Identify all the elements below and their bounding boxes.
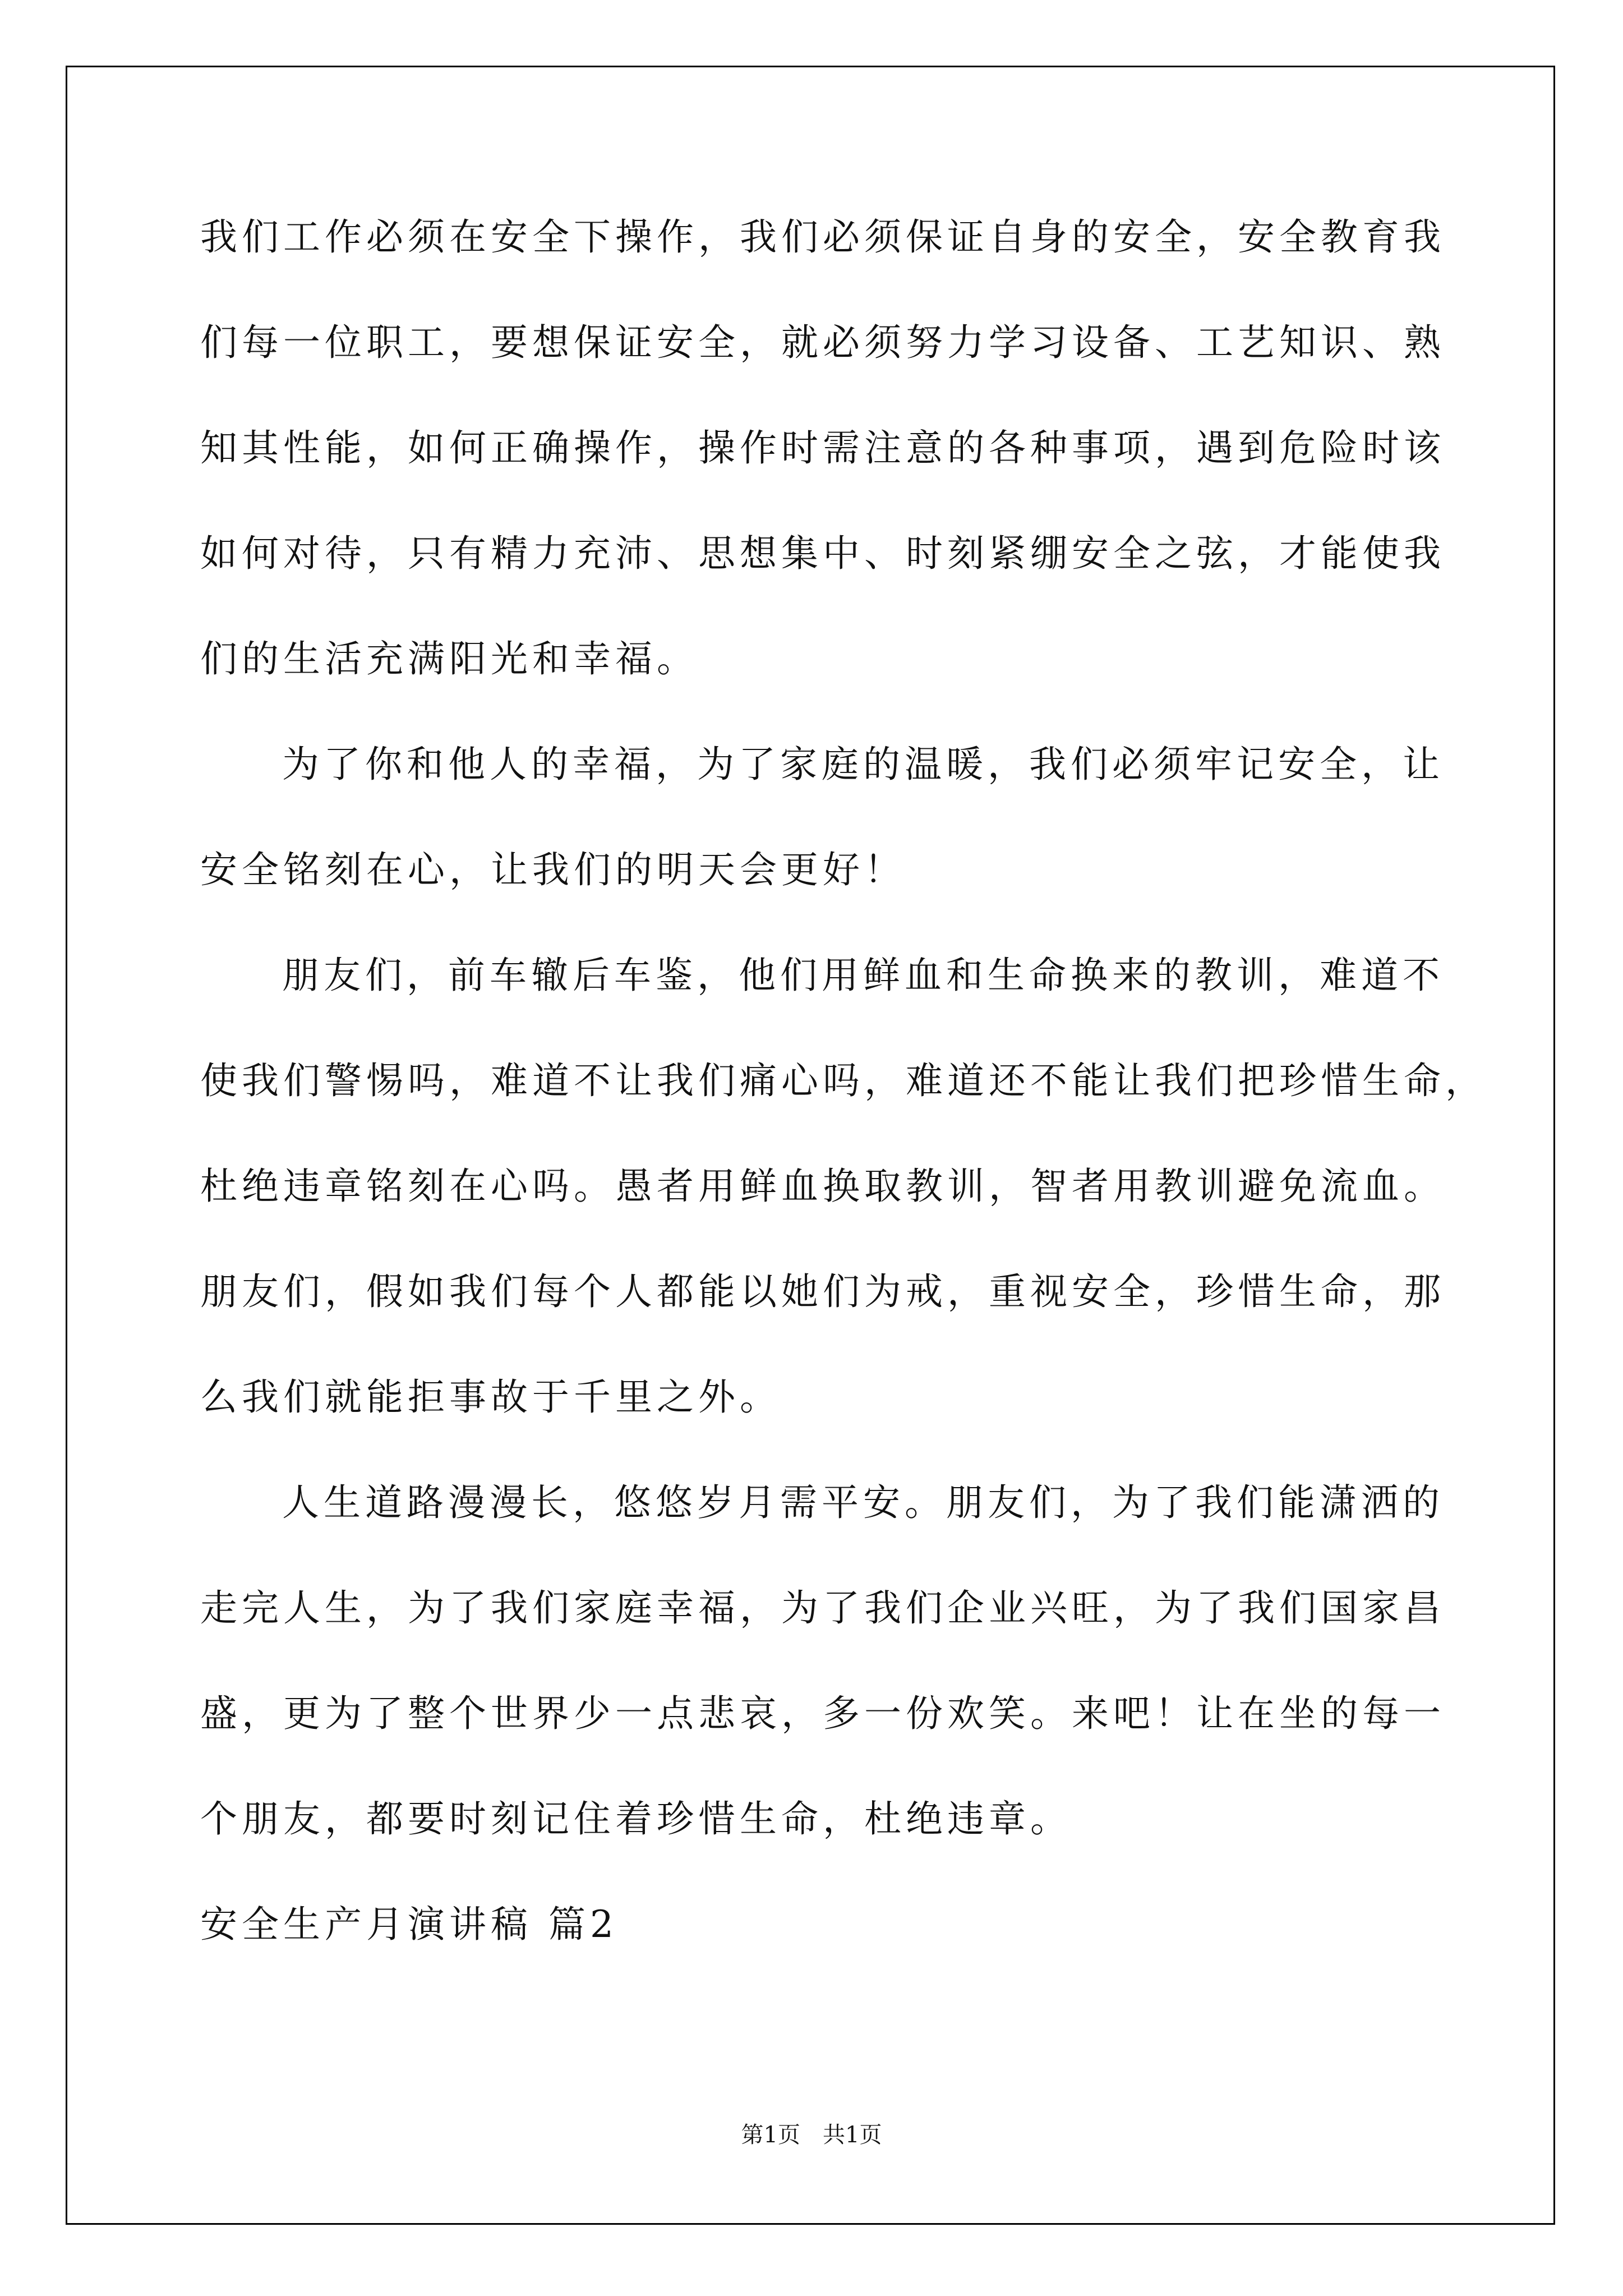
text-line: 如何对待，只有精力充沛、思想集中、时刻紧绷安全之弦，才能使我 <box>200 532 1445 575</box>
text-line: 朋友们，假如我们每个人都能以她们为戒，重视安全，珍惜生命，那 <box>200 1270 1445 1313</box>
document-body <box>200 215 1487 2012</box>
text-line: 盛，更为了整个世界少一点悲哀，多一份欢笑。来吧！让在坐的每一 <box>200 1692 1445 1735</box>
text-line: 知其性能，如何正确操作，操作时需注意的各种事项，遇到危险时该 <box>200 426 1445 470</box>
text-line: 人生道路漫漫长，悠悠岁月需平安。朋友们，为了我们能潇洒的 <box>282 1481 1444 1524</box>
text-line: 杜绝违章铭刻在心吗。愚者用鲜血换取教训，智者用教训避免流血。 <box>200 1165 1445 1208</box>
text-line: 们每一位职工，要想保证安全，就必须努力学习设备、工艺知识、熟 <box>200 321 1445 364</box>
text-line: 们的生活充满阳光和幸福。 <box>200 637 698 680</box>
section-heading: 安全生产月演讲稿 篇2 <box>200 1903 618 1946</box>
text-line: 安全铭刻在心，让我们的明天会更好！ <box>200 848 906 891</box>
text-line: 朋友们，前车辙后车鉴，他们用鲜血和生命换来的教训，难道不 <box>282 954 1444 997</box>
page-footer: 第1页 共1页 <box>741 2122 882 2148</box>
text-line: 我们工作必须在安全下操作，我们必须保证自身的安全，安全教育我 <box>200 215 1445 259</box>
text-line: 走完人生，为了我们家庭幸福，为了我们企业兴旺，为了我们国家昌 <box>200 1586 1445 1630</box>
text-line: 么我们就能拒事故于千里之外。 <box>200 1375 781 1419</box>
text-line: 为了你和他人的幸福，为了家庭的温暖，我们必须牢记安全，让 <box>282 743 1444 786</box>
text-line: 使我们警惕吗，难道不让我们痛心吗，难道还不能让我们把珍惜生命， <box>200 1059 1487 1102</box>
text-line: 个朋友，都要时刻记住着珍惜生命，杜绝违章。 <box>200 1797 1072 1841</box>
